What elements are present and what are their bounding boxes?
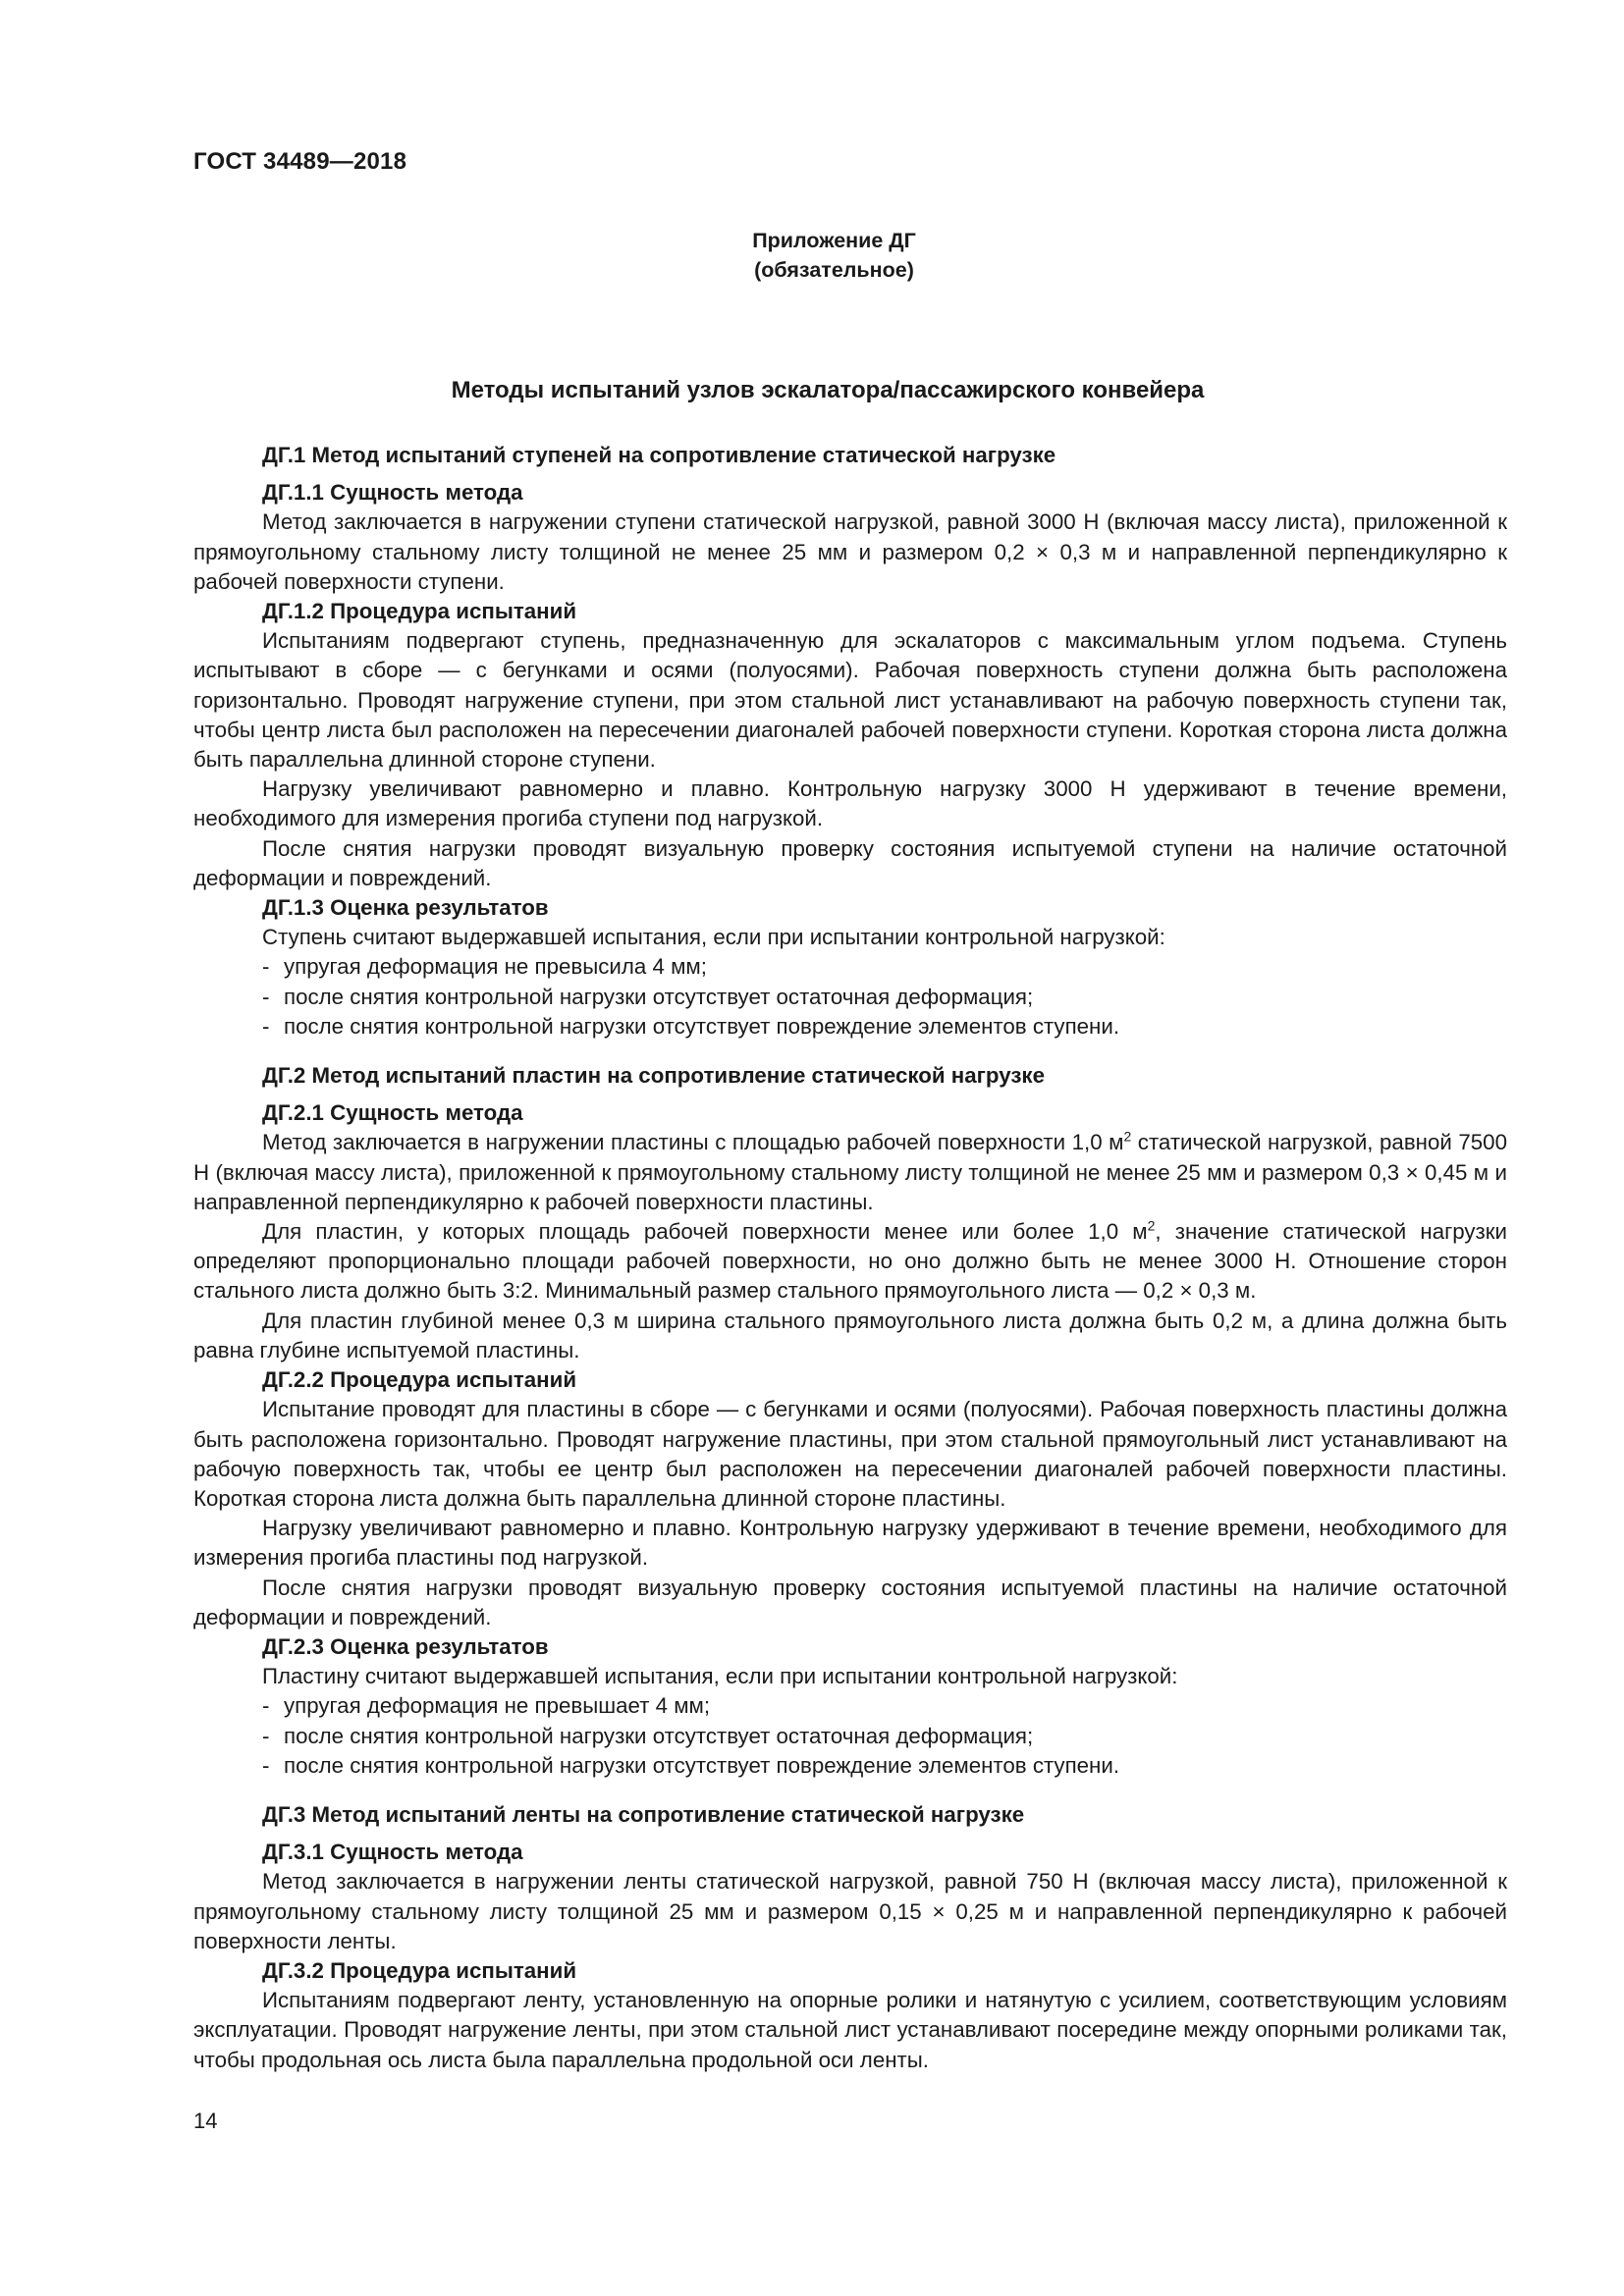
paragraph: Метод заключается в нагружении пластины с площадью рабочей поверхности 1,0 $м^2$ статической нагрузкой, равной 7500 Н (включая массу листа), приложенной к прямоугольному стальному листу толщиной не менее 25 мм и размером 0,3 × 0,45 м и направленной перпендикулярно к рабочей поверхности пластины. — [193, 1129, 1507, 1214]
list-item: - после снятия контрольной нагрузки отсутствует повреждение элементов ступени. — [193, 1751, 1507, 1781]
paragraph: Испытаниям подвергают ленту, установленную на опорные ролики и натянутую с усилием, соответствующим условиям эксплуатации. Проводят нагружение ленты, при этом стальной лист устанавливают посередине между опорными роликами так, чтобы продольная ось листа была параллельна продольной оси ленты. — [193, 1988, 1507, 2072]
page-number: 14 — [193, 2109, 218, 2133]
paragraph: Нагрузку увеличивают равномерно и плавно. Контрольную нагрузку 3000 Н удерживают в течение времени, необходимого для измерения прогиба ступени под нагрузкой. — [193, 776, 1507, 831]
paragraph: Для пластин, у которых площадь рабочей поверхности менее или более 1,0 $м^2$, значение статической нагрузки определяют пропорционально площади рабочей поверхности, но оно должно быть не менее 3000 Н. Отношение сторон стального листа должно быть 3:2. Минимальный размер стального прямоугольного листа — 0,2 × 0,3 м. — [193, 1217, 1507, 1304]
paragraph: Испытаниям подвергают ступень, предназначенную для эскалаторов с максимальным углом подъема. Ступень испытывают в сборе — с бегунками и осями (полуосями). Рабочая поверхность ступени должна быть расположена горизонтально. Проводят нагружение ступени, при этом стальной лист устанавливают на рабочую поверхность ступени так, чтобы центр листа был расположен на пересечении диагоналей рабочей поверхности ступени. Короткая сторона листа должна быть параллельна длинной стороне ступени. — [193, 628, 1507, 773]
subsection-heading-dg2-2: ДГ.2.2 Процедура испытаний — [262, 1367, 577, 1393]
subsection-heading-dg1-3: ДГ.1.3 Оценка результатов — [262, 895, 549, 921]
list-marker: - — [262, 954, 270, 980]
document-code: ГОСТ 34489—2018 — [193, 148, 407, 175]
document-body — [193, 441, 1507, 2075]
list-marker: - — [262, 984, 270, 1009]
list-item: - упругая деформация не превышает 4 мм; — [193, 1691, 1507, 1721]
subsection-heading-dg1-1: ДГ.1.1 Сущность метода — [262, 480, 523, 506]
paragraph: Метод заключается в нагружении ленты статической нагрузкой, равной 750 Н (включая массу листа), приложенной к прямоугольному стальному листу толщиной 25 мм и размером 0,15 × 0,25 м и направленной перпендикулярно к рабочей поверхности ленты. — [193, 1869, 1507, 1953]
paragraph: Испытание проводят для пластины в сборе — с бегунками и осями (полуосями). Рабочая поверхность пластины должна быть расположена горизонтально. Проводят нагружение пластины, при этом стальной прямоугольный лист устанавливают на рабочую поверхность так, чтобы ее центр был расположен на пересечении диагоналей рабочей поверхности пластины. Короткая сторона листа должна быть параллельна длинной стороне пластины. — [193, 1397, 1507, 1511]
section-heading-dg3: ДГ.3 Метод испытаний ленты на сопротивление статической нагрузке — [262, 1801, 1025, 1827]
paragraph: Ступень считают выдержавшей испытания, если при испытании контрольной нагрузкой: — [262, 925, 1165, 950]
paragraph: Для пластин глубиной менее 0,3 м ширина стального прямоугольного листа должна быть 0,2 м, а длина должна быть равна глубине испытуемой пластины. — [193, 1308, 1507, 1362]
paragraph: После снятия нагрузки проводят визуальную проверку состояния испытуемой ступени на наличие остаточной деформации и повреждений. — [193, 835, 1507, 890]
list-item: - после снятия контрольной нагрузки отсутствует повреждение элементов ступени. — [193, 1012, 1507, 1041]
appendix-heading — [0, 226, 1624, 285]
subsection-heading-dg2-3: ДГ.2.3 Оценка результатов — [262, 1633, 549, 1659]
appendix-status: (обязательное) — [754, 258, 914, 282]
list-item: - после снятия контрольной нагрузки отсутствует остаточная деформация; — [193, 1722, 1507, 1751]
paragraph: После снятия нагрузки проводят визуальную проверку состояния испытуемой пластины на наличие остаточной деформации и повреждений. — [193, 1575, 1507, 1629]
subsection-heading-dg2-1: ДГ.2.1 Сущность метода — [262, 1100, 523, 1126]
paragraph: Пластину считают выдержавшей испытания, если при испытании контрольной нагрузкой: — [262, 1664, 1178, 1689]
list-marker: - — [262, 1723, 270, 1748]
subsection-heading-dg1-2: ДГ.1.2 Процедура испытаний — [262, 599, 577, 624]
paragraph: Метод заключается в нагружении ступени статической нагрузкой, равной 3000 Н (включая массу листа), приложенной к прямоугольному стальному листу толщиной не менее 25 мм и размером 0,2 × 0,3 м и направленной перпендикулярно к рабочей поверхности ступени. — [193, 509, 1507, 594]
section-heading-dg1: ДГ.1 Метод испытаний ступеней на сопротивление статической нагрузке — [262, 443, 1056, 467]
section-heading-dg2: ДГ.2 Метод испытаний пластин на сопротивление статической нагрузке — [262, 1063, 1045, 1089]
appendix-label: Приложение ДГ — [752, 229, 916, 252]
paragraph: Нагрузку увеличивают равномерно и плавно. Контрольную нагрузку удерживают в течение времени, необходимого для измерения прогиба пластины под нагрузкой. — [193, 1516, 1507, 1571]
list-item: - после снятия контрольной нагрузки отсутствует остаточная деформация; — [193, 983, 1507, 1012]
list-item: - упругая деформация не превысила 4 мм; — [193, 952, 1507, 982]
subsection-heading-dg3-1: ДГ.3.1 Сущность метода — [262, 1840, 523, 1865]
list-marker: - — [262, 1693, 270, 1719]
list-marker: - — [262, 1013, 270, 1039]
subsection-heading-dg3-2: ДГ.3.2 Процедура испытаний — [262, 1957, 577, 1983]
list-marker: - — [262, 1752, 270, 1778]
page-title: Методы испытаний узлов эскалатора/пассажирского конвейера — [451, 377, 1205, 403]
